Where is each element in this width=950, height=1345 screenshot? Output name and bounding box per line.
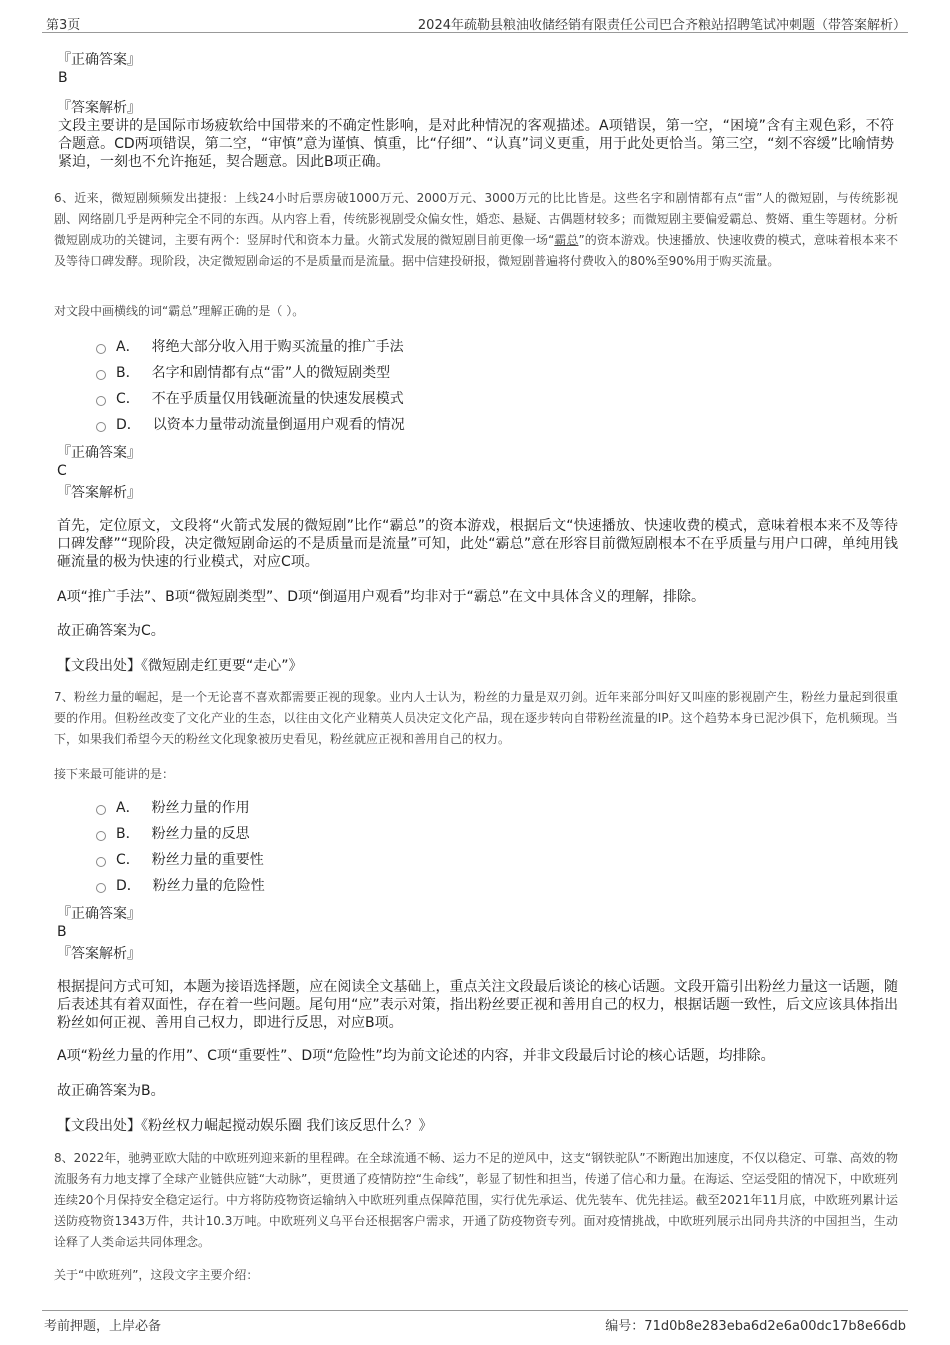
q6-source: 【文段出处】《微短剧走红更要“走心”》	[57, 658, 303, 674]
q6-analysis-1: 首先，定位原文，文段将“火箭式发展的微短剧”比作“霸总”的资本游戏，根据后文“快速播放、快速收费的模式，意味着根本来不及等待口碑发酵”“现阶段，决定微短剧命运的不是质量而是流量”可知，此处“霸总”意在形容目前微短剧根本不在乎质量与用户口碑，单纯用钱砸流量的极为快速的行业模式，对应C项。	[57, 518, 898, 570]
q5-analysis-label: 『答案解析』	[57, 100, 141, 116]
radio-button-icon[interactable]	[96, 396, 106, 406]
q6-question: 对文段中画横线的词“霸总”理解正确的是（ ）。	[54, 304, 305, 318]
q7-analysis-label: 『答案解析』	[57, 946, 141, 962]
radio-button-icon[interactable]	[96, 370, 106, 380]
q6-passage: 6、近来，微短剧频频发出捷报：上线24小时后票房破1000万元、2000万元、3000万元的比比皆是。这些名字和剧情都有点“雷”人的微短剧，与传统影视剧、网络剧几乎是两种完全不同的东西。从内容上看，传统影视剧受众偏女性，婚恋、悬疑、古偶题材较多；而微短剧主要偏爱霸总、赘婿、重生等题材。分析微短剧成功的关键词，主要有两个：竖屏时代和资本力量。火箭式发展的微短剧目前更像一场“霸总”的资本游戏。快速播放、快速收费的模式，意味着根本来不及等待口碑发酵。现阶段，决定微短剧命运的不是质量而是流量。据中信建投研报，微短剧普遍将付费收入的80%至90%用于购买流量。	[54, 191, 898, 268]
q7-analysis-2: A项“粉丝力量的作用”、C项“重要性”、D项“危险性”均为前文论述的内容，并非文段最后讨论的核心话题，均排除。	[57, 1048, 775, 1064]
q7-option-a[interactable]: A． 粉丝力量的作用	[96, 799, 250, 817]
radio-button-icon[interactable]	[96, 857, 106, 867]
q5-answer: B	[58, 70, 68, 86]
q6-answer-label: 『正确答案』	[57, 445, 141, 461]
footer-slogan: 考前押题，上岸必备	[44, 1319, 162, 1334]
radio-button-icon[interactable]	[96, 883, 106, 893]
q7-answer: B	[57, 924, 67, 940]
page-header	[42, 12, 908, 33]
underlined-term: 霸总	[554, 233, 579, 247]
page-number: 第3页	[46, 18, 81, 33]
q6-option-d[interactable]: D． 以资本力量带动流量倒逼用户观看的情况	[96, 416, 405, 434]
q6-option-a[interactable]: A． 将绝大部分收入用于购买流量的推广手法	[96, 338, 404, 356]
q7-source: 【文段出处】《粉丝权力崛起搅动娱乐圈 我们该反思什么？》	[57, 1118, 433, 1134]
document-title: 2024年疏勒县粮油收储经销有限责任公司巴合齐粮站招聘笔试冲刺题（带答案解析）	[417, 18, 906, 33]
q6-option-b[interactable]: B． 名字和剧情都有点“雷”人的微短剧类型	[96, 364, 390, 382]
q7-question: 接下来最可能讲的是：	[54, 767, 175, 781]
page-footer	[42, 1310, 908, 1335]
radio-button-icon[interactable]	[96, 805, 106, 815]
q5-analysis: 文段主要讲的是国际市场疲软给中国带来的不确定性影响，是对此种情况的客观描述。A项错误，第一空，“困境”含有主观色彩，不符合题意。CD两项错误，第二空，“审慎”意为谨慎、慎重，比“仔细”、“认真”词义更重，用于此处更恰当。第三空，“刻不容缓”比喻情势紧迫，一刻也不允许拖延，契合题意。因此B项正确。	[58, 118, 894, 170]
q6-option-c[interactable]: C． 不在乎质量仅用钱砸流量的快速发展模式	[96, 390, 404, 408]
q7-passage: 7、粉丝力量的崛起，是一个无论喜不喜欢都需要正视的现象。业内人士认为，粉丝的力量是双刃剑。近年来部分叫好又叫座的影视剧产生，粉丝力量起到很重要的作用。但粉丝改变了文化产业的生态，以往由文化产业精英人员决定文化产品，现在逐步转向自带粉丝流量的IP。这个趋势本身已泥沙俱下，危机频现。当下，如果我们希望今天的粉丝文化现象被历史看见，粉丝就应正视和善用自己的权力。	[54, 690, 898, 746]
q7-option-d[interactable]: D． 粉丝力量的危险性	[96, 877, 265, 895]
q8-question: 关于“中欧班列”，这段文字主要介绍：	[54, 1268, 259, 1282]
document-code: 编号：71d0b8e283eba6d2e6a00dc17b8e66db	[605, 1319, 906, 1334]
q7-analysis-3: 故正确答案为B。	[57, 1083, 165, 1099]
q5-answer-label: 『正确答案』	[57, 52, 141, 68]
radio-button-icon[interactable]	[96, 344, 106, 354]
q7-option-c[interactable]: C． 粉丝力量的重要性	[96, 851, 264, 869]
q6-analysis-2: A项“推广手法”、B项“微短剧类型”、D项“倒逼用户观看”均非对于“霸总”在文中具体含义的理解，排除。	[57, 589, 705, 605]
q8-passage: 8、2022年，驰骋亚欧大陆的中欧班列迎来新的里程碑。在全球流通不畅、运力不足的逆风中，这支“钢铁驼队”不断跑出加速度，不仅以稳定、可靠、高效的物流服务有力地支撑了全球产业链供应链“大动脉”，更贯通了疫情防控“生命线”，彰显了韧性和担当，传递了信心和力量。在海运、空运受阻的情况下，中欧班列连续20个月保持安全稳定运行。中方将防疫物资运输纳入中欧班列重点保障范围，实行优先承运、优先装车、优先挂运。截至2021年11月底，中欧班列累计运送防疫物资1343万件，共计10.3万吨。中欧班列义乌平台还根据客户需求，开通了防疫物资专列。面对疫情挑战，中欧班列展示出同舟共济的中国担当，生动诠释了人类命运共同体理念。	[54, 1151, 898, 1249]
q6-analysis-label: 『答案解析』	[57, 485, 141, 501]
radio-button-icon[interactable]	[96, 422, 106, 432]
q6-answer: C	[57, 463, 67, 479]
radio-button-icon[interactable]	[96, 831, 106, 841]
q7-answer-label: 『正确答案』	[57, 906, 141, 922]
q7-option-b[interactable]: B． 粉丝力量的反思	[96, 825, 250, 843]
q6-analysis-3: 故正确答案为C。	[57, 623, 165, 639]
q7-analysis-1: 根据提问方式可知，本题为接语选择题，应在阅读全文基础上，重点关注文段最后谈论的核心话题。文段开篇引出粉丝力量这一话题，随后表述其有着双面性，存在着一些问题。尾句用“应”表示对策，指出粉丝要正视和善用自己的权力，根据话题一致性，后文应该具体指出粉丝如何正视、善用自己权力，即进行反思，对应B项。	[57, 979, 898, 1031]
